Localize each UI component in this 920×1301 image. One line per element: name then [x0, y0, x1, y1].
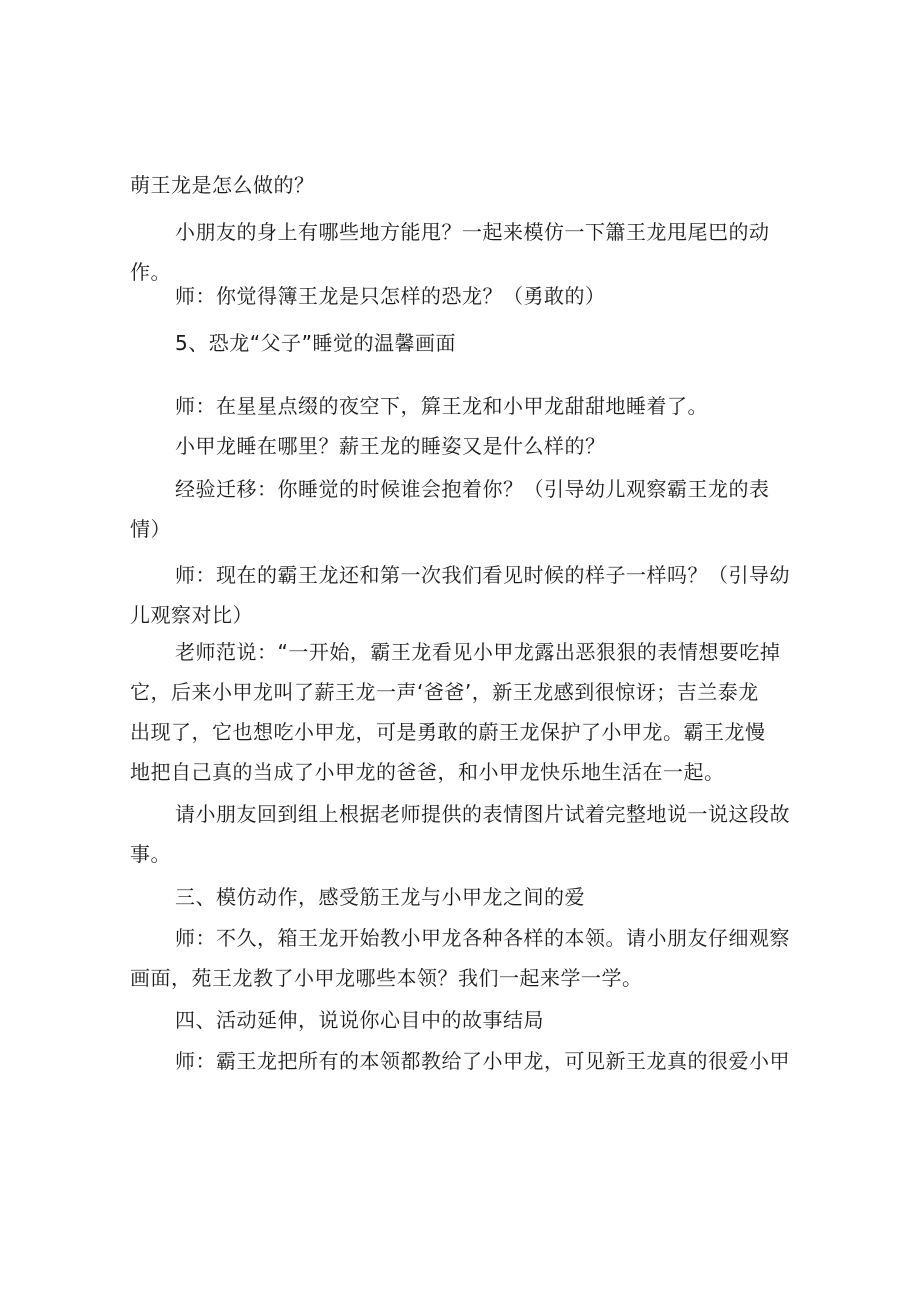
section-heading	[175, 877, 790, 917]
line: 画面，苑王龙教了小甲龙哪些本领？我们一起来学一学。	[130, 966, 643, 990]
paragraph	[130, 794, 790, 874]
section-heading	[175, 323, 790, 363]
line: 师：现在的霸王龙还和第一次我们看见时候的样子一样吗？（引导幼	[175, 563, 790, 587]
paragraph	[130, 469, 790, 549]
paragraph	[175, 276, 790, 316]
line: 事。	[130, 842, 171, 866]
paragraph-continuation	[130, 165, 790, 205]
line: 师：你觉得簿王龙是只怎样的恐龙？（勇敢的）	[175, 284, 606, 308]
paragraph	[130, 632, 790, 792]
section-heading	[175, 1000, 790, 1040]
line: 师：在星星点缀的夜空下，簈王龙和小甲龙甜甜地睡着了。	[175, 394, 708, 418]
paragraph	[175, 386, 790, 426]
line: 师：不久，箱王龙开始教小甲龙各种各样的本领。请小朋友仔细观察	[175, 926, 790, 950]
line: 情）	[130, 517, 171, 541]
line: 儿观察对比）	[130, 603, 253, 627]
line: 四、活动延伸，说说你心目中的故事结局	[175, 1008, 544, 1032]
line: 师：霸王龙把所有的本领都教给了小甲龙，可见新王龙真的很爱小甲	[175, 1049, 790, 1073]
paragraph	[175, 1041, 790, 1081]
paragraph	[175, 426, 790, 466]
line: 请小朋友回到组上根据老师提供的表情图片试着完整地说一说这段故	[175, 802, 790, 826]
line: 萌王龙是怎么做的？	[130, 173, 315, 197]
line: 5、恐龙“父子”睡觉的温馨画面	[175, 331, 456, 355]
paragraph	[130, 555, 790, 635]
line: 地把自己真的当成了小甲龙的爸爸，和小甲龙快乐地生活在一起。	[130, 760, 725, 784]
line: 小甲龙睡在哪里？薪王龙的睡姿又是什么样的？	[175, 434, 606, 458]
line: 它，后来小甲龙叫了薪王龙一声‘爸爸’，新王龙感到很惊讶；吉兰泰龙	[130, 680, 759, 704]
paragraph	[130, 918, 790, 998]
line: 老师范说：“一开始，霸王龙看见小甲龙露出恶狠狠的表情想要吃掉	[175, 640, 781, 664]
line: 作。	[130, 260, 171, 284]
line: 出现了，它也想吃小甲龙，可是勇敢的蔚王龙保护了小甲龙。霸王龙慢	[130, 720, 766, 744]
line: 经验迁移：你睡觉的时候谁会抱着你？（引导幼儿观察霸王龙的表	[175, 477, 770, 501]
line: 小朋友的身上有哪些地方能甩？一起来模仿一下簫王龙甩尾巴的动	[175, 220, 770, 244]
line: 三、模仿动作，感受筋王龙与小甲龙之间的爱	[175, 885, 585, 909]
